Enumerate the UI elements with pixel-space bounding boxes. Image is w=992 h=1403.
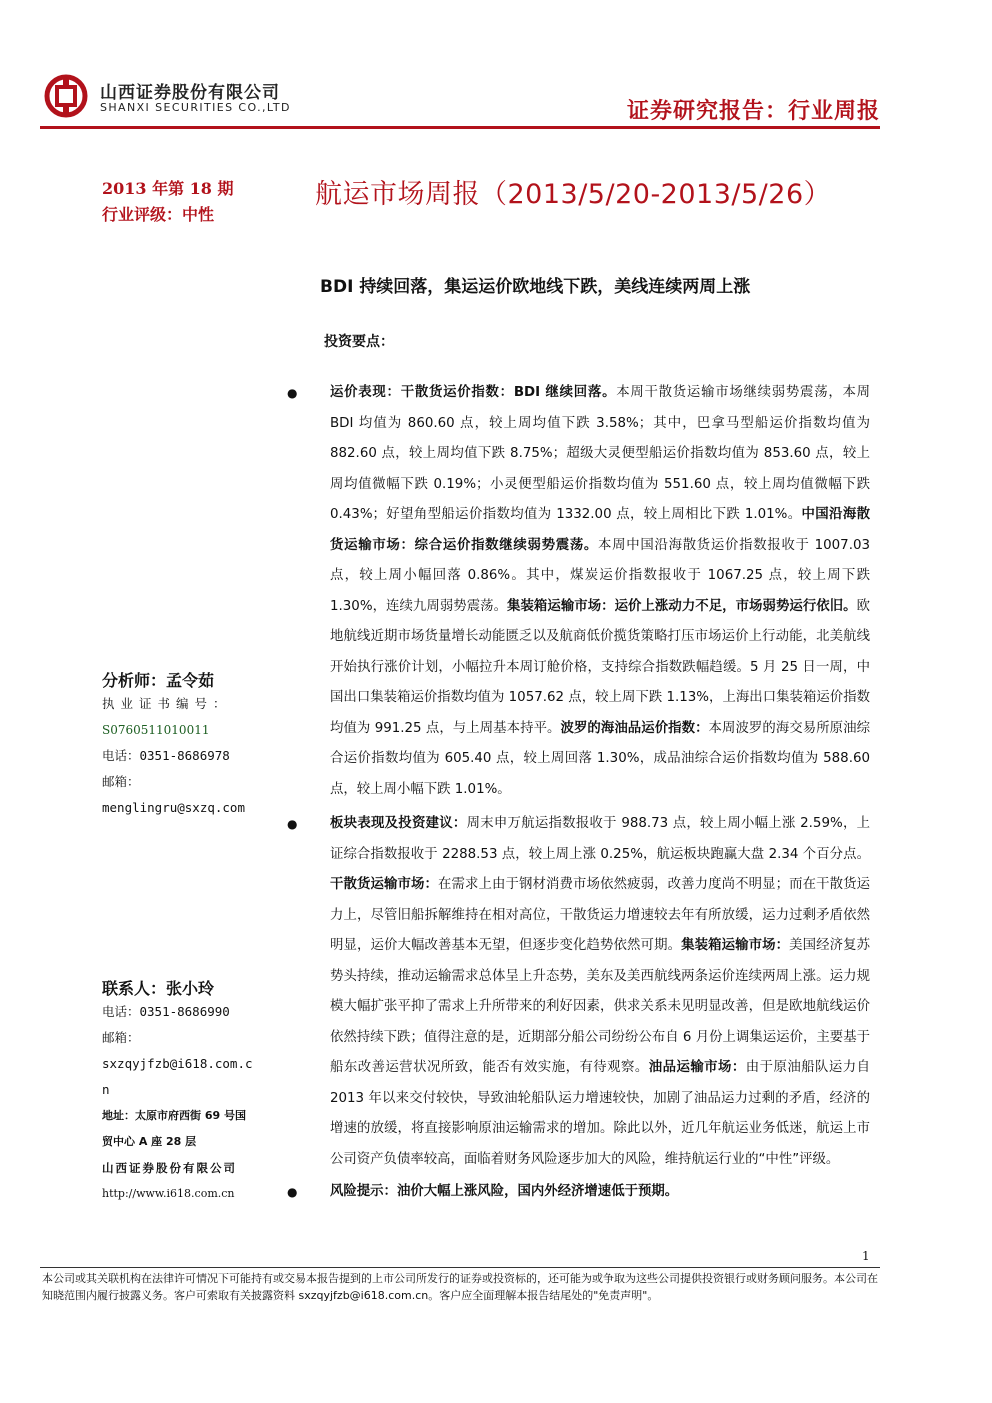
header-divider [40, 126, 880, 129]
sidebar-company: 山西证券股份有限公司 [102, 1161, 237, 1175]
bullet-item: ● 运价表现：干散货运价指数：BDI 继续回落。本周干散货运输市场继续弱势震荡，本周 BDI 均值为 860.60 点，较上周均值下跌 3.58%；其中，巴拿马型船运价指数均值为 882.60 点，较上周均值下跌 8.75%；超级大灵便型船运价指数均值为 853.60 点，较上周均值微幅下跌 0.19%；小灵便型船运价指数均值为 551.60 点，较上周均值微幅下跌 0.43%；好望角型船运价指数均值为 1332.00 点，较上周相比下跌 1.01%。中国沿海散货运输市场：综合运价指数继续弱势震荡。本周中国沿海散货运价指数报收于 1007.03 点，较上周小幅回落 0.86%。其中，煤炭运价指数报收于 1067.25 点，较上周下跌 1.30%，连续九周弱势震荡。集装箱运输市场：运价上涨动力不足，市场弱势运行依旧。欧地航线近期市场货量增长动能匮乏以及航商低价揽货策略打压市场运价上行动能，北美航线开始执行涨价计划，小幅拉升本周订舱价格，支持综合指数跌幅趋缓。5 月 25 日一周，中国出口集装箱运价指数均值为 1057.62 点，较上周下跌 1.13%，上海出口集装箱运价指数均值为 991.25 点，与上周基本持平。波罗的海油品运价指数：本周波罗的海交易所原油综合运价指数均值为 605.40 点，较上周回落 1.30%，成品油综合运价指数均值为 588.60 点，较上周小幅下跌 1.01%。 [330, 378, 870, 805]
contact-email[interactable]: sxzqyjfzb@i618.com.c [102, 1056, 253, 1071]
bullet-item: ● 风险提示：油价大幅上涨风险，国内外经济增速低于预期。 [330, 1177, 870, 1208]
industry-rating: 行业评级：中性 [102, 205, 215, 224]
company-logo-icon [44, 74, 88, 118]
bullet-icon: ● [287, 817, 298, 831]
report-type: 证券研究报告：行业周报 [626, 99, 880, 124]
issue-info [102, 176, 234, 228]
page-number: 1 [862, 1249, 870, 1263]
website-link[interactable]: http://www.i618.com.cn [102, 1187, 235, 1200]
bullet-item: ● 板块表现及投资建议：周末申万航运指数报收于 988.73 点，较上周小幅上涨 2.59%，上证综合指数报收于 2288.53 点，较上周上涨 0.25%，航运板块跑赢大盘 2.34 个百分点。干散货运输市场：在需求上由于钢材消费市场依然疲弱，改善力度尚不明显；而在干散货运力上，尽管旧船拆解维持在相对高位，干散货运力增速较去年有所放缓，运力过剩矛盾依然明显，运价大幅改善基本无望，但逐步变化趋势依然可期。集装箱运输市场：美国经济复苏势头持续，推动运输需求总体呈上升态势，美东及美西航线两条运价连续两周上涨。运力规模大幅扩张平抑了需求上升所带来的利好因素，供求关系未见明显改善，但是欧地航线运价依然持续下跌；值得注意的是，近期部分船公司纷纷公布自 6 月份上调集运运价，主要基于船东改善运营状况所致，能否有效实施，有待观察。油品运输市场：由于原油船队运力自 2013 年以来交付较快，导致油轮船队运力增速较快，加剧了油品运力过剩的矛盾，经济的增速的放缓，将直接影响原油运输需求的增加。除此以外，近几年航运业务低迷，航运上市公司资产负债率较高，面临着财务风险逐步加大的风险，维持航运行业的“中性”评级。 [330, 809, 870, 1175]
cert-number: S0760511010011 [102, 723, 210, 737]
address-line: 地址：太原市府西街 69 号国 [102, 1109, 246, 1122]
company-name-en: SHANXI SECURITIES CO.,LTD [100, 101, 291, 114]
analyst-info [102, 668, 272, 821]
analyst-email-label: 邮箱： [102, 774, 140, 789]
analyst-phone: 电话：0351-8686978 [102, 748, 230, 763]
analyst-email[interactable]: menglingru@sxzq.com [102, 800, 245, 815]
issue-number: 2013 年第 18 期 [102, 179, 234, 198]
report-subtitle: BDI 持续回落，集运运价欧地线下跌，美线连续两周上涨 [320, 277, 751, 297]
contact-phone: 电话：0351-8686990 [102, 1004, 230, 1019]
disclaimer: 本公司或其关联机构在法律许可情况下可能持有或交易本报告提到的上市公司所发行的证券或投资标的，还可能为或争取为这些公司提供投资银行或财务顾问服务。本公司在知晓范围内履行披露义务。客户可索取有关披露资料 sxzqyjfzb@i618.com.cn。客户应全面理解本报告结尾处的"免责声明"。 [42, 1272, 878, 1302]
investment-points-heading: 投资要点： [324, 334, 394, 350]
contact-email-label: 邮箱： [102, 1030, 140, 1045]
footer-divider [40, 1267, 880, 1268]
page-header [40, 68, 880, 128]
contact-email-cont[interactable]: n [102, 1082, 110, 1097]
investment-points [287, 378, 871, 1208]
bullet-icon: ● [287, 386, 298, 400]
cert-label: 执业证书编号： [102, 696, 232, 711]
report-title: 航运市场周报（2013/5/20-2013/5/26） [315, 179, 832, 210]
analyst-name: 分析师：孟令茹 [102, 671, 215, 690]
contact-info [102, 976, 272, 1207]
company-name-cn: 山西证券股份有限公司 [100, 83, 280, 103]
bullet-icon: ● [287, 1185, 298, 1199]
address-line: 贸中心 A 座 28 层 [102, 1135, 197, 1148]
contact-name: 联系人：张小玲 [102, 979, 215, 998]
